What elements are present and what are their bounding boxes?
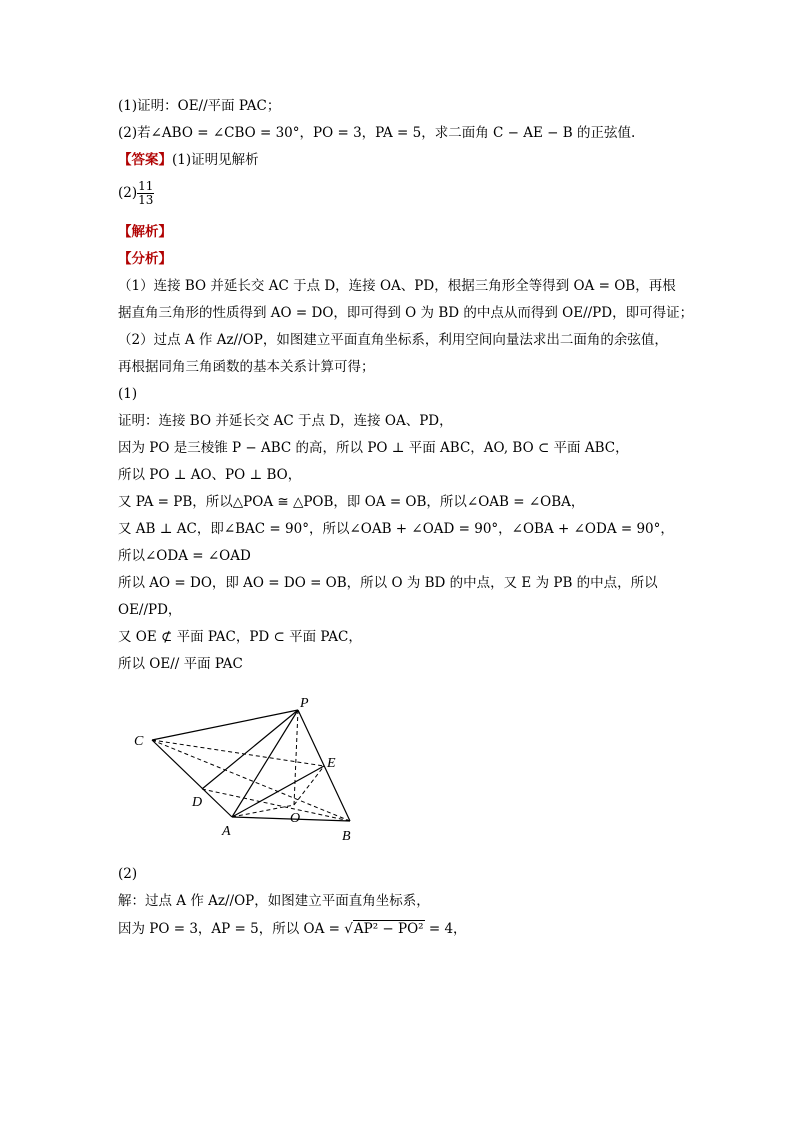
proof-line-2: 因为 PO 是三棱锥 P − ABC 的高，所以 PO ⊥ 平面 ABC，AO, BO ⊂ 平面 ABC， [118,440,629,456]
fenxi-heading: 【分析】 [118,251,172,267]
proof-line-7: 所以 AO = DO，即 AO = DO = OB，所以 O 为 BD 的中点，又 E 为 PB 的中点，所以 [118,575,658,591]
part-1-label: (1) [118,386,138,402]
proof-line-5: 又 AB ⊥ AC，即∠BAC = 90°，所以∠OAB + ∠OAD = 90°，∠OBA + ∠ODA = 90°， [118,521,674,537]
proof-line-8: OE//PD， [118,602,182,618]
edge-PA [232,710,298,817]
geometry-figure [120,690,370,850]
answer-2-line [118,180,154,207]
label-E: E [327,756,336,771]
solution-line-2 [118,919,467,939]
proof-line-6: 所以∠ODA = ∠OAD [118,548,251,564]
answer-line [118,150,259,170]
edge-CB [152,740,350,821]
edge-PB [298,710,350,821]
label-C: C [134,734,144,749]
solution-line-2-end: = 4， [424,921,467,937]
analysis-line-2: 据直角三角形的性质得到 AO = DO，即可得到 O 为 BD 的中点从而得到 OE//PD，即可得证； [118,305,694,321]
edge-DB [202,789,350,821]
proof-line-10: 所以 OE// 平面 PAC [118,656,243,672]
analysis-line-4: 再根据同角三角函数的基本关系计算可得； [118,359,375,375]
solution-line-2-start: 因为 PO = 3，AP = 5，所以 OA = [118,921,345,937]
answer-tag: 【答案】 [118,152,172,168]
label-P: P [300,696,309,711]
edge-PO [294,710,298,805]
edge-CP [152,710,298,740]
solution-line-1: 解：过点 A 作 Az//OP，如图建立平面直角坐标系， [118,893,430,909]
proof-line-3: 所以 PO ⊥ AO、PO ⊥ BO， [118,467,302,483]
analysis-line-3: （2）过点 A 作 Az//OP，如图建立平面直角坐标系，利用空间向量法求出二面角的余弦值， [118,332,668,348]
jiexi-heading: 【解析】 [118,224,172,240]
answer-2-prefix: (2) [118,185,138,201]
answer-2-fraction [137,180,154,207]
edge-OE [294,766,324,805]
fraction-denominator: 13 [138,193,154,207]
question-part-1: (1)证明：OE//平面 PAC； [118,98,281,114]
proof-line-1: 证明：连接 BO 并延长交 AC 于点 D，连接 OA、PD， [118,413,453,429]
fraction-numerator: 11 [138,179,154,193]
dashed-edges [152,710,350,821]
answer-text: (1)证明见解析 [172,152,259,168]
label-D: D [192,795,203,810]
label-A: A [222,824,231,839]
part-2-label: (2) [118,866,138,882]
label-O: O [290,811,301,826]
sqrt-symbol: √ [344,921,353,937]
question-part-2: (2)若∠ABO = ∠CBO = 30°，PO = 3，PA = 5，求二面角 C − AE − B 的正弦值. [118,125,636,141]
edge-CE [152,740,324,766]
analysis-line-1: （1）连接 BO 并延长交 AC 于点 D，连接 OA、PD，根据三角形全等得到 OA = OB，再根 [118,278,676,294]
proof-line-9: 又 OE ⊄ 平面 PAC，PD ⊂ 平面 PAC， [118,629,362,645]
proof-line-4: 又 PA = PB，所以△POA ≅ △POB，即 OA = OB，所以∠OAB = ∠OBA， [118,494,585,510]
label-B: B [342,829,351,844]
sqrt-radicand: AP² − PO² [353,921,424,937]
